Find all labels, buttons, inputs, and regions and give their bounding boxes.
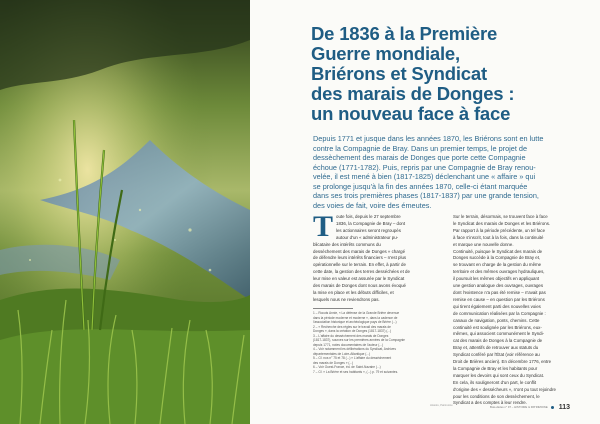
body-line: dessèchement des marais de Donges » chargé: [313, 248, 406, 254]
body-line: et marque une nouvelle donne.: [453, 241, 514, 247]
body-line: remise en cause – en question par les Briérons: [453, 296, 545, 302]
footer-issue: Bois-dioles n° 97 – HISTOIRE & PATRIMOINE: [490, 405, 548, 409]
intro-line: dans ses trois premières phases (1817-1837) par une grande tension,: [313, 191, 539, 200]
article-page: [250, 0, 600, 424]
body-line: de communication réalisées par la Compagnie :: [453, 310, 546, 316]
title-line: un nouveau face à face: [311, 103, 511, 124]
body-line: canaux de navigation, ponts, chemins. Cette: [453, 317, 540, 323]
footer-credit: Histoire, Patrimoine: [430, 404, 453, 407]
marsh-photograph: [0, 0, 250, 424]
footnote-line: 2 – « Recherche des règles sur le travail des marais de: [313, 324, 391, 329]
body-line: Par rapport à la période précédente, un tel face: [453, 227, 546, 233]
footer-bullet-icon: [551, 406, 554, 409]
body-line: mêmes, qui associent communément le Syndi-: [453, 331, 545, 337]
body-line: dont l'existence n'a pas été remise – n'avait pas: [453, 289, 546, 295]
body-line: d'origine des « dessécheurs », n'ont pu tout rejoindre: [453, 386, 556, 392]
footnote-line: dans la période moderne et moderne », dans la cadence de: [313, 315, 398, 320]
footnote-line: depuis 1771, notes documentaires de l'auteur (...): [313, 342, 384, 347]
intro-line: Depuis 1771 et jusque dans les années 1870, les Briérons sont en lutte: [313, 134, 544, 143]
body-line: Continuité, puisque le Syndicat des marais de: [453, 248, 543, 254]
body-line: Syndicat conféré par l'État (voir référence au: [453, 352, 540, 358]
body-line: le Syndicat des marais de Donges et les Briérons.: [453, 220, 551, 226]
body-line: blicataire des intérêts communs du: [313, 241, 381, 247]
footnote-line: 6 – Voir Ouest-France, éd. de Saint-Nazaire (...): [313, 365, 381, 370]
page-number: 113: [558, 403, 570, 411]
title-line: des marais de Donges :: [311, 83, 515, 104]
body-column-right: [453, 214, 589, 407]
body-line: cat des marais de Donges à la Compagnie de: [453, 338, 543, 344]
intro-line: échoue (1771-1782). Puis, repris par une Compagnie de Bray renou-: [313, 162, 536, 172]
drop-cap: T: [313, 214, 334, 243]
lead-paragraph: [313, 214, 446, 249]
body-line: Syndicat a des comptes à leur rendre.: [453, 400, 527, 406]
body-line: 1836, la Compagnie de Bray – dont: [336, 220, 406, 226]
title-line: De 1836 à la Première: [311, 23, 498, 44]
body-line: de défendre leurs intérêts financiers – n'est plus: [313, 255, 407, 261]
title-line: Guerre mondiale,: [311, 43, 460, 64]
intro-line: contre la Compagnie de Bray. Dans un premier temps, le projet de: [313, 143, 528, 153]
body-line: les actionnaires seront regroupés: [336, 227, 401, 233]
body-line: il poursuit les mêmes objectifs en appliquant: [453, 276, 540, 282]
body-line: lesquels nous ne reviendrons pas.: [313, 296, 380, 302]
intro-line: dessèchement des marais de Donges que porte cette Compagnie: [313, 153, 526, 162]
body-line: marquer les devoirs qui sont ceux du Syndicat.: [453, 372, 545, 378]
body-column-left: [313, 214, 446, 374]
body-line: Donges succède à la Compagnie de Bray et,: [453, 255, 541, 261]
intro-line: se prolonge jusqu'à la fin des années 1870, celle-ci étant marquée: [313, 181, 528, 191]
body-line: Bray et, attentifs de retrouver aux statuts du: [453, 345, 539, 351]
body-line: opérationnelle sur le terrain. En effet, à partir de: [313, 262, 406, 268]
body-line: leur mise en valeur est assurée par le Syndicat: [313, 276, 405, 282]
body-line: En cela, ils souligneront d'un part, le conflit: [453, 379, 537, 385]
body-line: continuité est soulignée par les Briérons, eux-: [453, 324, 542, 330]
footnote-line: (1817-1837), sources sur les premières années de la Compagnie: [313, 338, 405, 343]
article-title: [311, 24, 581, 124]
body-line: territoire et des mêmes ouvrages hydrauliques,: [453, 269, 545, 275]
body-line: des marais de Donges dont nous avons évoqué: [313, 283, 406, 289]
intro-line: velée, il est mené à bien (1817-1825) déclenchant une « affaire » qui: [313, 172, 536, 181]
footnote-line: l'association historique et archéologique pays de Brière (...): [313, 320, 397, 325]
footnotes: [313, 311, 446, 374]
footnote-divider: [313, 308, 353, 309]
footnote-line: 5 – Cf. nos n° 75 et 78 (...) « L'affaire du dessèchement: [313, 356, 392, 361]
body-line: autour d'un « administrateur pu-: [336, 234, 399, 240]
footnote-line: 1 – Rocuts Annie, « La défense de la Grande Brière devenue: [313, 311, 400, 316]
body-line: oute fois, depuis le 27 septembre: [336, 214, 401, 219]
body-line: pour les conditions de son dessèchement, le: [453, 393, 540, 399]
title-line: Briérons et Syndicat: [311, 63, 487, 84]
intro-line: des voies de fait, voire des émeutes.: [313, 200, 432, 210]
body-line: Droit de Brières ancien). En décembre 1776, entre: [453, 359, 552, 365]
footnote-line: 3 – L'affaire du dessèchement des marais de Donges: [313, 333, 389, 338]
body-line: la mise en place et les débuts difficiles, et: [313, 289, 394, 295]
footnote-line: des marais de Donges » (...): [313, 360, 354, 365]
body-line: cette date, la gestion des terres desséchées et de: [313, 269, 410, 275]
body-line: se trouvant en charge de la gestion du même: [453, 262, 542, 268]
body-line: une gestion analogue des ouvrages, ouvrages: [453, 283, 544, 289]
footnote-line: 4 – Voir notamment les délibérations du Syndicat, Archives: [313, 347, 396, 352]
body-line: la Compagnie de Bray et les habitants pour: [453, 365, 538, 371]
footnote-line: départementales de Loire-Atlantique (...): [313, 351, 371, 356]
body-line: Sur le terrain, désormais, se trouvent face à face: [453, 214, 548, 219]
body-line: qui tirent également parti des nouvelles voies: [453, 303, 541, 309]
footnote-line: Donges », dans la création de Donges (1817-1837) (...): [313, 329, 392, 334]
article-intro: [313, 134, 589, 210]
footnote-line: 7 – Cf. « La Brière et ses habitants », (...) p. 79 et suivantes.: [313, 369, 399, 374]
marsh-photo-art: [0, 0, 250, 424]
body-line: à face s'inscrit, tout à la fois, dans la continuité: [453, 234, 544, 240]
